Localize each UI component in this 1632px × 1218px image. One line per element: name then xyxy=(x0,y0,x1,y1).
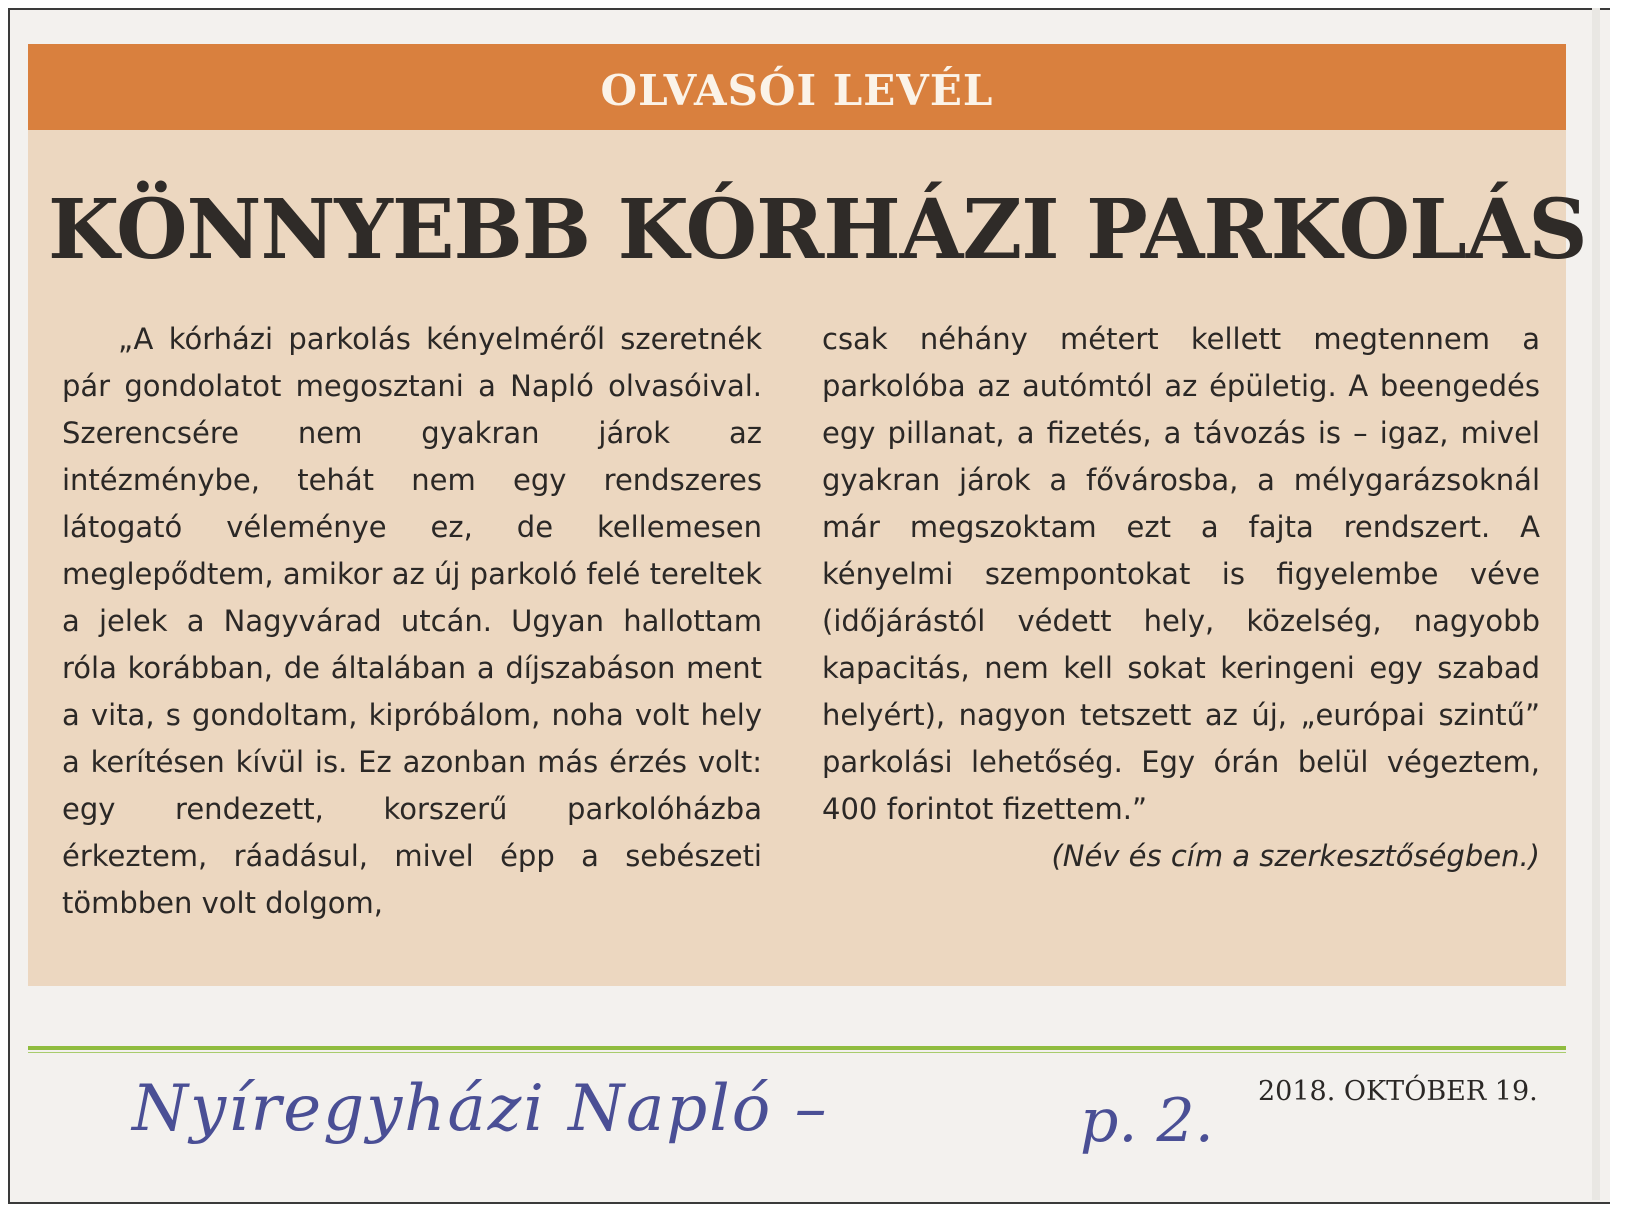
article-text-right: csak néhány métert kellett megtennem a parkolóba az autómtól az épületig. A beengedés egy pillanat, a fizetés, a távozás is – igaz, mivel gyakran járok a fővárosba, a mélygarázsoknál már megszoktam ezt a fajta rendszert. A kényelmi szempontokat is figyelembe véve (időjárástól védett hely, közelség, nagyobb kapacitás, nem kell sokat keringeni egy szabad helyért), nagyon tetszett az új, „európai szintű” parkolási lehetőség. Egy órán belül végeztem, 400 forintot fizettem.” xyxy=(822,322,1540,826)
section-label: OLVASÓI LEVÉL xyxy=(600,66,994,115)
article-text-left: „A kórházi parkolás kényelméről szeretnék pár gondolatot megosztani a Napló olvasóival. Szerencsére nem gyakran járok az intézménybe, tehát nem egy rendszeres látogató véleménye ez, de kellemesen meglepődtem, amikor az új parkoló felé tereltek a jelek a Nagyvárad utcán. Ugyan hallottam róla korábban, de általában a díjszabáson ment a vita, s gondoltam, kipróbálom, noha volt hely a kerítésen kívül is. Ez azonban más érzés volt: egy rendezett, korszerű parkolóházba érkeztem, ráadásul, mivel épp a sebészeti tömbben volt dolgom, xyxy=(62,322,762,920)
article-column-left xyxy=(62,316,762,927)
section-header-band xyxy=(28,44,1566,130)
article-box xyxy=(28,130,1587,986)
footer-rule xyxy=(28,1046,1566,1050)
article-column-right xyxy=(822,316,1540,880)
article-signature: (Név és cím a szerkesztőségben.) xyxy=(1051,839,1540,873)
issue-date: 2018. OKTÓBER 19. xyxy=(1258,1076,1538,1107)
torn-edge xyxy=(1592,8,1600,1200)
footer-rule-thin xyxy=(28,1052,1566,1053)
handwritten-source-note: Nyíregyházi Napló – xyxy=(132,1072,829,1146)
handwritten-page-note: p. 2. xyxy=(1080,1086,1214,1156)
article-headline: KÖNNYEBB KÓRHÁZI PARKOLÁS xyxy=(48,182,1587,278)
